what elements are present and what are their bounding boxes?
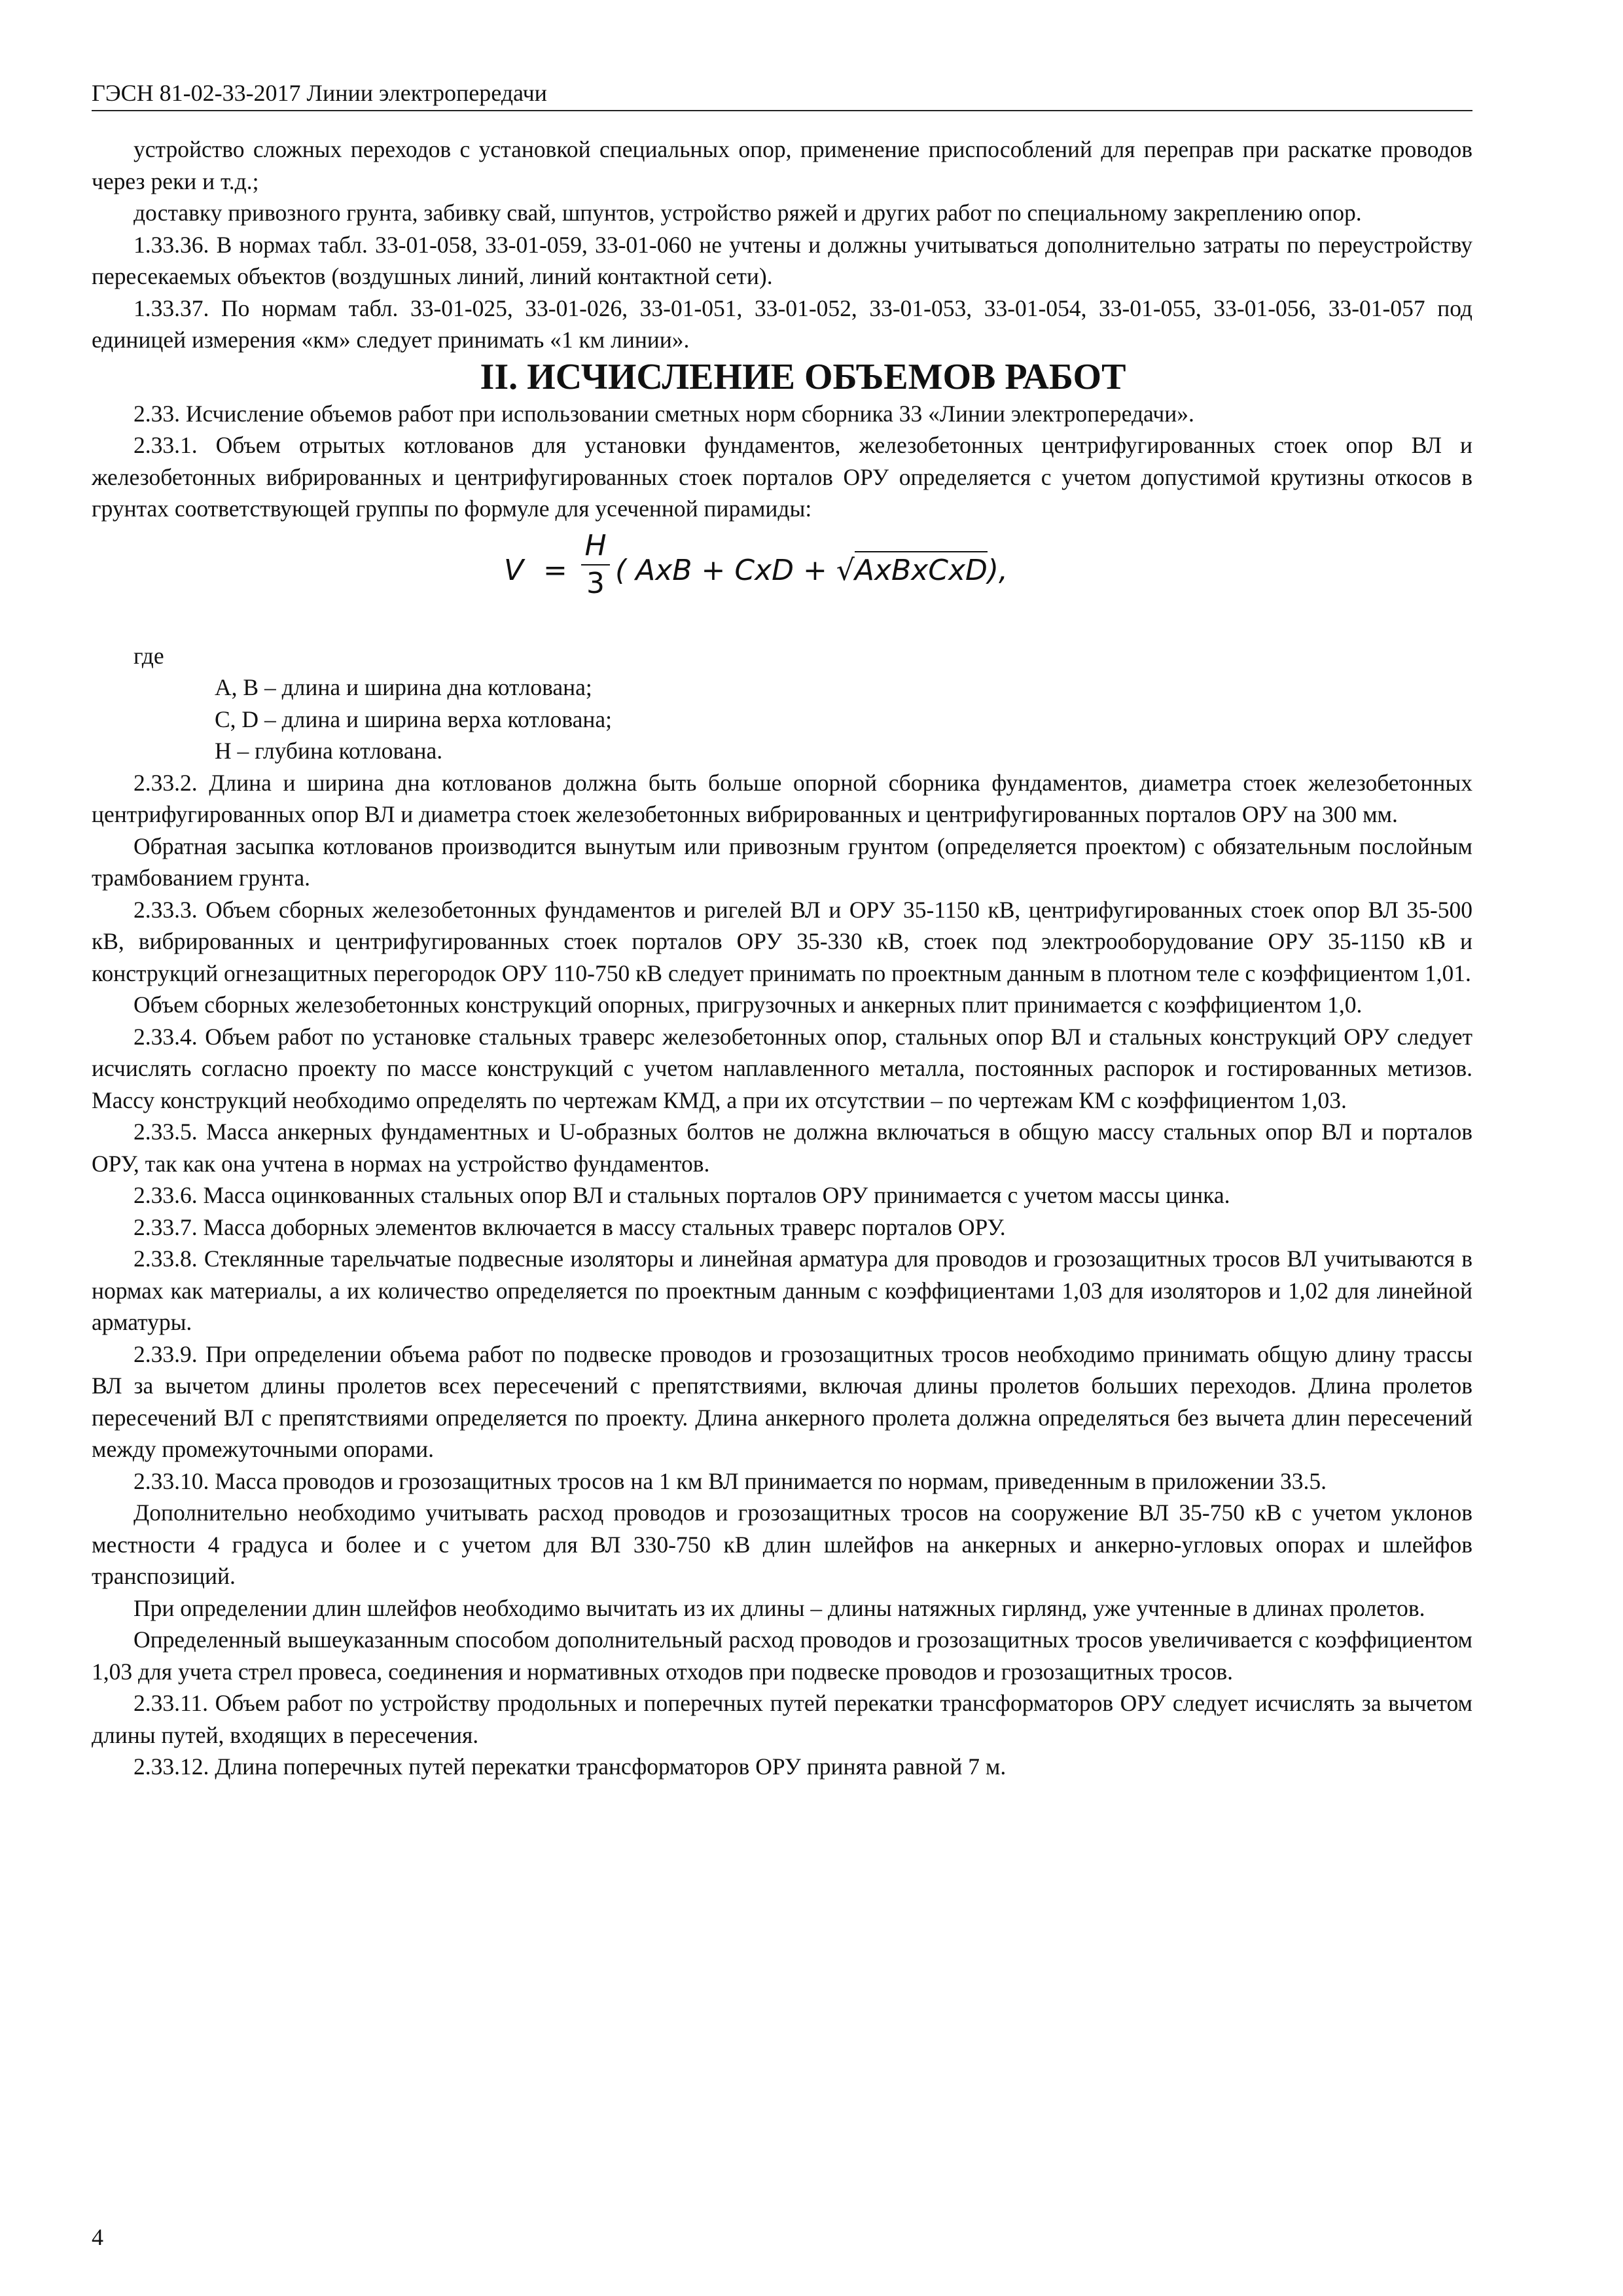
formula-radicand: AxBxCxD [855, 551, 988, 587]
paragraph: 2.33.5. Масса анкерных фундаментных и U-образных болтов не должна включаться в общую массу стальных опор ВЛ и порталов ОРУ, так как она учтена в нормах на устройство фундаментов. [92, 1119, 1472, 1177]
paragraph: Объем сборных железобетонных конструкций опорных, пригрузочных и анкерных плит принимается с коэффициентом 1,0. [134, 992, 1363, 1018]
page-content [92, 134, 1472, 1783]
where-label: где [134, 642, 164, 669]
paragraph: 2.33. Исчисление объемов работ при использовании сметных норм сборника 33 «Линии электропередачи». [134, 400, 1194, 427]
paragraph: Определенный вышеуказанным способом дополнительный расход проводов и грозозащитных тросов увеличивается с коэффициентом 1,03 для учета стрел провеса, соединения и нормативных отходов при подвеске проводов и грозозащитных тросов. [92, 1626, 1472, 1685]
intro-block [92, 134, 1472, 356]
paragraph: 2.33.3. Объем сборных железобетонных фундаментов и ригелей ВЛ и ОРУ 35-1150 кВ, центрифугированных стоек опор ВЛ 35-500 кВ, вибрированных и центрифугированных стоек порталов ОРУ 35-330 кВ, стоек под электрооборудование ОРУ 35-1150 кВ и конструкций огнезащитных перегородок ОРУ 110-750 кВ следует принимать по проектным данным в плотном теле с коэффициентом 1,01. [92, 896, 1472, 986]
formula-body [615, 555, 1008, 587]
sqrt-symbol: √ [836, 553, 855, 587]
formula-denominator: 3 [586, 566, 605, 600]
paragraph: 2.33.2. Длина и ширина дна котлованов должна быть больше опорной сборника фундаментов, диаметра стоек железобетонных центрифугированных опор ВЛ и диаметра стоек железобетонных вибрированных и центрифугированных порталов ОРУ на 300 мм. [92, 769, 1472, 827]
formula-lhs: V [504, 553, 524, 587]
section-title: II. ИСЧИСЛЕНИЕ ОБЪЕМОВ РАБОТ [480, 356, 1126, 397]
definitions-list [92, 672, 1472, 767]
volume-formula [92, 529, 1472, 627]
paragraph: Дополнительно необходимо учитывать расход проводов и грозозащитных тросов на сооружение ВЛ 35-750 кВ с учетом уклонов местности 4 градуса и более и с учетом для ВЛ 330-750 кВ длин шлейфов на анкерных и анкерно-угловых опорах и шлейфов транспозиций. [92, 1499, 1472, 1589]
paragraph: 2.33.8. Стеклянные тарельчатые подвесные изоляторы и линейная арматура для проводов и грозозащитных тросов ВЛ учитываются в нормах как материалы, а их количество определяется по проектным данным с коэффициентами 1,03 для изоляторов и 1,02 для линейной арматуры. [92, 1246, 1472, 1335]
formula-fraction [581, 529, 610, 601]
definition-item: С, D – длина и ширина верха котлована; [215, 706, 613, 732]
paragraph: 2.33.9. При определении объема работ по подвеске проводов и грозозащитных тросов необходимо принимать общую длину трассы ВЛ за вычетом длины пролетов всех пересечений с препятствиями, включая длины пролетов больших переходов. Длина пролетов пересечений ВЛ с препятствиями определяется по проекту. Длина анкерного пролета должна определяться без вычета длин пересечений между промежуточными опорами. [92, 1340, 1472, 1462]
paragraph: доставку привозного грунта, забивку свай, шпунтов, устройство ряжей и других работ по специальному закреплению опор. [134, 200, 1362, 226]
paragraph: 1.33.37. По нормам табл. 33-01-025, 33-01-026, 33-01-051, 33-01-052, 33-01-053, 33-01-054, 33-01-055, 33-01-056, 33-01-057 под единицей измерения «км» следует принимать «1 км линии». [92, 295, 1472, 353]
paragraph: 1.33.36. В нормах табл. 33-01-058, 33-01-059, 33-01-060 не учтены и должны учитываться дополнительно затраты по переустройству пересекаемых объектов (воздушных линий, линий контактной сети). [92, 231, 1472, 289]
fraction-bar [581, 564, 610, 565]
formula-body-start: ( AxB + CxD + [615, 553, 836, 587]
paragraph: При определении длин шлейфов необходимо вычитать из их длины – длины натяжных гирлянд, уже учтенные в длинах пролетов. [134, 1594, 1425, 1621]
formula-equals: = [543, 553, 567, 587]
paragraph: 2.33.4. Объем работ по установке стальных траверс железобетонных опор, стальных опор ВЛ и стальных конструкций ОРУ следует исчислять согласно проекту по массе конструкций с учетом наплавленного металла, постоянных распорок и гостированных метизов. Массу конструкций необходимо определять по чертежам КМД, а при их отсутствии – по чертежам КМ с коэффициентом 1,03. [92, 1023, 1472, 1113]
formula-body-end: ), [987, 553, 1008, 587]
formula-numerator: H [584, 528, 607, 562]
paragraph: 2.33.1. Объем отрытых котлованов для установки фундаментов, железобетонных центрифугированных стоек опор ВЛ и железобетонных вибрированных и центрифугированных стоек порталов ОРУ определяется с учетом допустимой крутизны откосов в грунтах соответствующей группы по формуле для усеченной пирамиды: [92, 432, 1472, 522]
page-number: 4 [92, 2224, 103, 2250]
definition-item: Н – глубина котлована. [215, 738, 443, 764]
paragraph: 2.33.7. Масса доборных элементов включается в массу стальных траверс порталов ОРУ. [134, 1213, 1006, 1240]
paragraph: 2.33.12. Длина поперечных путей перекатки трансформаторов ОРУ принята равной 7 м. [134, 1753, 1007, 1780]
definition-item: А, В – длина и ширина дна котлована; [215, 674, 592, 700]
paragraph: 2.33.11. Объем работ по устройству продольных и поперечных путей перекатки трансформаторов ОРУ следует исчислять за вычетом длины путей, входящих в пересечения. [92, 1690, 1472, 1748]
paragraph: Обратная засыпка котлованов производится вынутым или привозным грунтом (определяется проектом) с обязательным послойным трамбованием грунта. [92, 833, 1472, 891]
paragraph: 2.33.10. Масса проводов и грозозащитных тросов на 1 км ВЛ принимается по нормам, приведенным в приложении 33.5. [134, 1467, 1327, 1494]
running-header: ГЭСН 81-02-33-2017 Линии электропередачи [92, 80, 547, 106]
header-rule [92, 110, 1472, 111]
section-body [92, 767, 1472, 1783]
paragraph: устройство сложных переходов с установкой специальных опор, применение приспособлений для переправ при раскатке проводов через реки и т.д.; [92, 136, 1472, 194]
paragraph: 2.33.6. Масса оцинкованных стальных опор ВЛ и стальных порталов ОРУ принимается с учетом массы цинка. [134, 1182, 1230, 1208]
